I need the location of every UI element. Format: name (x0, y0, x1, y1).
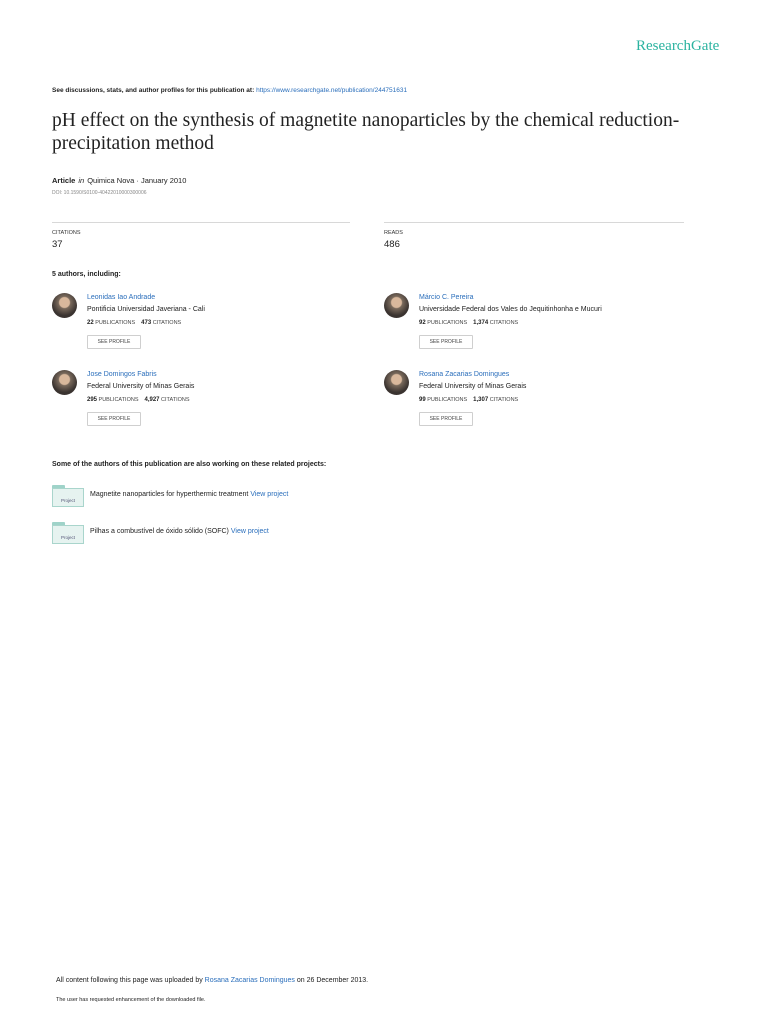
see-discussions-label: See discussions, stats, and author profiles for this publication at: (52, 87, 255, 94)
avatar[interactable] (384, 370, 409, 395)
upload-date: on 26 December 2013. (296, 977, 369, 984)
journal-name[interactable]: Quimica Nova · January 2010 (87, 176, 187, 185)
project-name: Magnetite nanoparticles for hyperthermic treatment (90, 491, 249, 498)
publications-count: 295 (87, 397, 98, 403)
project-folder-icon (52, 485, 84, 508)
author-stats (419, 320, 518, 326)
author-card (52, 293, 372, 363)
view-project-link[interactable]: View project (230, 528, 269, 535)
upload-notice (56, 977, 368, 984)
publications-count: 92 (419, 320, 426, 326)
view-project-link[interactable]: View project (250, 491, 289, 498)
author-institution: Federal University of Minas Gerais (87, 383, 195, 390)
citations-divider (52, 222, 350, 223)
author-stats (87, 320, 181, 326)
author-citations-count: 1,374 (473, 320, 489, 326)
author-citations-label: CITATIONS (161, 397, 190, 403)
upload-prefix: All content following this page was uploaded by (56, 977, 203, 984)
see-profile-button[interactable]: SEE PROFILE (419, 335, 473, 349)
author-citations-label: CITATIONS (489, 397, 519, 403)
article-meta (52, 176, 186, 185)
author-stats (87, 397, 190, 403)
publications-label: PUBLICATIONS (427, 320, 468, 326)
reads-divider (384, 222, 684, 223)
author-citations-label: CITATIONS (489, 320, 519, 326)
enhancement-notice: The user has requested enhancement of the downloaded file. (56, 997, 206, 1003)
project-icon-label: Project (52, 488, 84, 507)
doi-text: DOI: 10.1590/S0100-40422010000300006 (52, 190, 147, 196)
author-name-link[interactable]: Leonidas Iao Andrade (87, 294, 156, 301)
see-profile-button[interactable]: SEE PROFILE (419, 412, 473, 426)
project-title (90, 491, 288, 498)
author-card (384, 293, 704, 363)
related-projects-heading: Some of the authors of this publication are also working on these related projects: (52, 461, 327, 468)
researchgate-logo[interactable]: ResearchGate (636, 38, 720, 54)
publications-label: PUBLICATIONS (427, 397, 468, 403)
avatar[interactable] (52, 293, 77, 318)
author-citations-count: 1,307 (473, 397, 489, 403)
author-institution: Federal University of Minas Gerais (419, 383, 527, 390)
publication-link-line (52, 87, 407, 94)
avatar[interactable] (52, 370, 77, 395)
author-citations-count: 473 (141, 320, 152, 326)
article-in: in (78, 176, 85, 185)
author-name-link[interactable]: Jose Domingos Fabris (87, 371, 157, 378)
author-stats (419, 397, 518, 403)
project-name: Pilhas a combustível de óxido sólido (SOFC) (90, 528, 229, 535)
project-folder-icon (52, 522, 84, 545)
publication-url-link[interactable]: https://www.researchgate.net/publication/244751631 (256, 87, 408, 94)
citations-label: CITATIONS (52, 230, 81, 236)
project-title (90, 528, 269, 535)
author-card (52, 370, 372, 440)
reads-count: 486 (384, 239, 400, 250)
publications-label: PUBLICATIONS (98, 397, 139, 403)
uploader-link[interactable]: Rosana Zacarias Domingues (204, 977, 295, 984)
author-institution: Universidade Federal dos Vales do Jequitinhonha e Mucuri (419, 306, 602, 313)
citations-count: 37 (52, 239, 63, 250)
author-institution: Pontificia Universidad Javeriana - Cali (87, 306, 205, 313)
author-citations-label: CITATIONS (152, 320, 182, 326)
author-name-link[interactable]: Rosana Zacarias Domingues (419, 371, 510, 378)
authors-heading: 5 authors, including: (52, 271, 121, 278)
see-profile-button[interactable]: SEE PROFILE (87, 412, 141, 426)
author-card (384, 370, 704, 440)
publication-title: pH effect on the synthesis of magnetite nanoparticles by the chemical reduction-precipitation method (52, 110, 680, 154)
see-profile-button[interactable]: SEE PROFILE (87, 335, 141, 349)
author-citations-count: 4,927 (144, 397, 160, 403)
avatar[interactable] (384, 293, 409, 318)
project-icon-label: Project (52, 525, 84, 544)
reads-label: READS (384, 230, 403, 236)
publications-count: 99 (419, 397, 426, 403)
publications-count: 22 (87, 320, 94, 326)
publications-label: PUBLICATIONS (95, 320, 136, 326)
article-type: Article (52, 176, 76, 185)
author-name-link[interactable]: Márcio C. Pereira (419, 294, 474, 301)
